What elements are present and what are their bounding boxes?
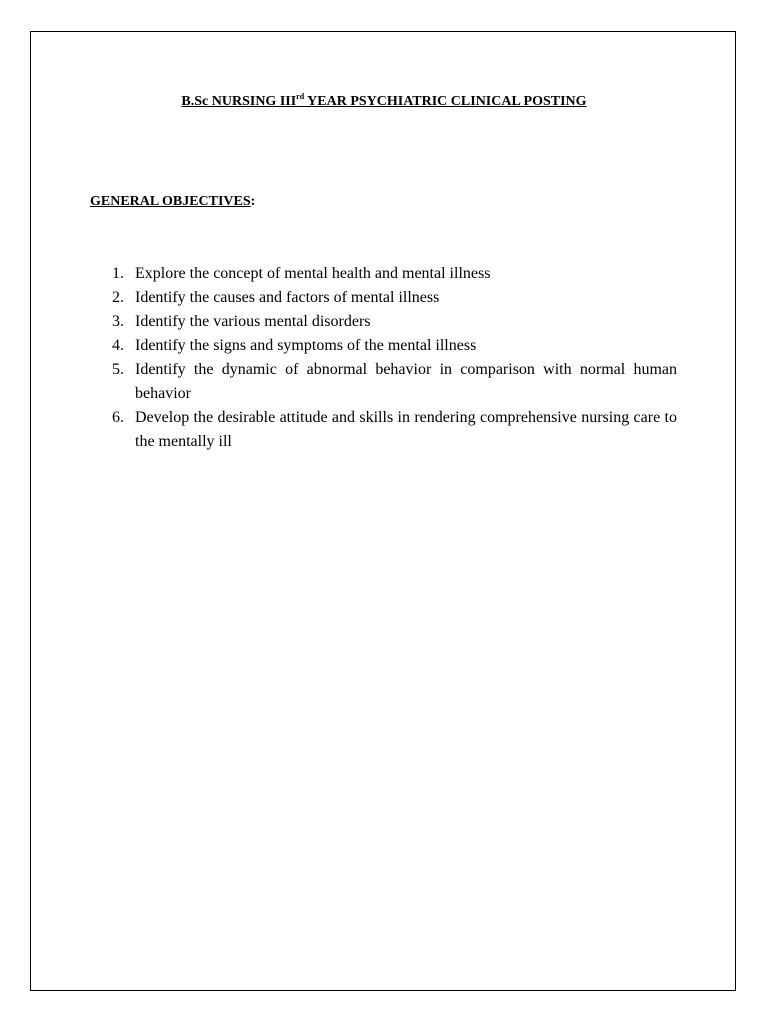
- list-item-text: Identify the dynamic of abnormal behavior in comparison with normal human behavior: [135, 361, 677, 402]
- list-item: [90, 310, 677, 334]
- title-prefix: B.Sc NURSING III: [181, 94, 297, 109]
- list-item-number: 6.: [112, 409, 124, 426]
- title-suffix: YEAR PSYCHIATRIC CLINICAL POSTING: [304, 94, 587, 109]
- list-item-number: 4.: [112, 337, 124, 354]
- section-heading-text: GENERAL OBJECTIVES: [90, 194, 251, 209]
- page-title-underlined: [181, 94, 586, 109]
- list-item-text: Develop the desirable attitude and skills in rendering comprehensive nursing care to the mentally ill: [135, 409, 677, 450]
- page-title: [0, 93, 768, 111]
- list-item-number: 1.: [112, 265, 124, 282]
- page-border: [30, 31, 736, 991]
- list-item-text: Identify the causes and factors of mental illness: [135, 289, 440, 306]
- section-heading: [90, 193, 255, 211]
- list-item: [90, 262, 677, 286]
- title-superscript: rd: [296, 92, 305, 101]
- list-item-number: 2.: [112, 289, 124, 306]
- list-item: [90, 358, 677, 406]
- list-item: [90, 406, 677, 454]
- list-item-text: Explore the concept of mental health and mental illness: [135, 265, 491, 282]
- list-item-text: Identify the various mental disorders: [135, 313, 371, 330]
- section-heading-colon: :: [250, 194, 256, 209]
- list-item-text: Identify the signs and symptoms of the mental illness: [135, 337, 477, 354]
- list-item-number: 5.: [112, 361, 124, 378]
- list-item-number: 3.: [112, 313, 124, 330]
- list-item: [90, 334, 677, 358]
- list-item: [90, 286, 677, 310]
- objectives-list: [90, 262, 677, 454]
